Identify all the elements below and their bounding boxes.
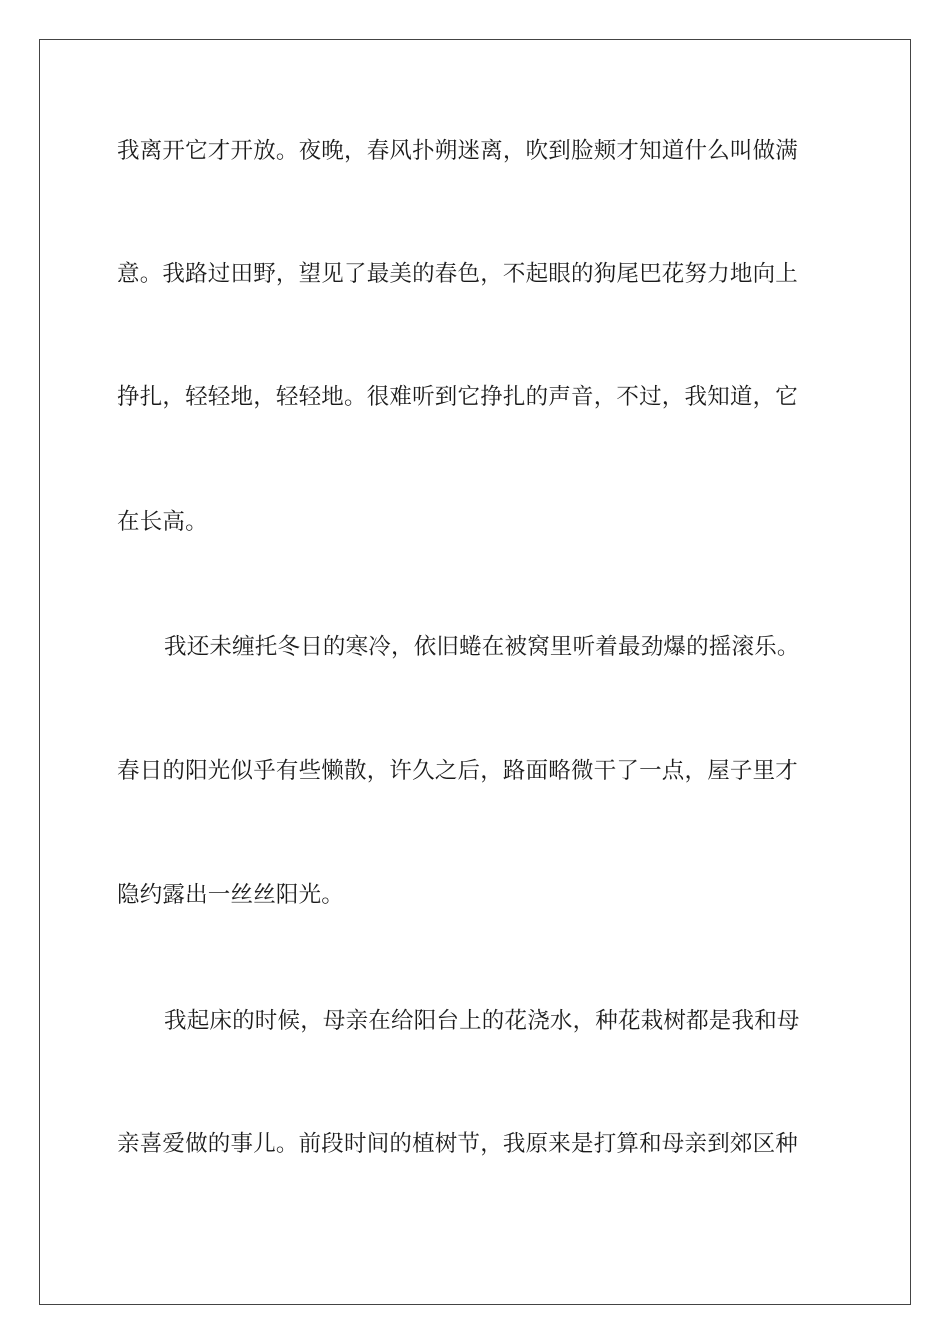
text-line-8: 我起床的时候，母亲在给阳台上的花浇水，种花栽树都是我和母: [164, 1008, 800, 1034]
text-line-6: 春日的阳光似乎有些懒散，许久之后，路面略微干了一点，屋子里才: [117, 758, 799, 784]
text-line-5: 我还未缠托冬日的寒冷，依旧蜷在被窝里听着最劲爆的摇滚乐。: [164, 634, 800, 660]
text-line-1: 我离开它才开放。夜晚，春风扑朔迷离，吹到脸颊才知道什么叫做满: [117, 138, 799, 164]
text-line-9: 亲喜爱做的事儿。前段时间的植树节，我原来是打算和母亲到郊区种: [117, 1131, 799, 1157]
text-line-7: 隐约露出一丝丝阳光。: [117, 882, 345, 908]
text-line-4: 在长高。: [117, 509, 208, 535]
text-line-3: 挣扎，轻轻地，轻轻地。很难听到它挣扎的声音，不过，我知道，它: [117, 384, 799, 410]
text-line-2: 意。我路过田野，望见了最美的春色，不起眼的狗尾巴花努力地向上: [117, 261, 799, 287]
page-border: [39, 39, 911, 1305]
